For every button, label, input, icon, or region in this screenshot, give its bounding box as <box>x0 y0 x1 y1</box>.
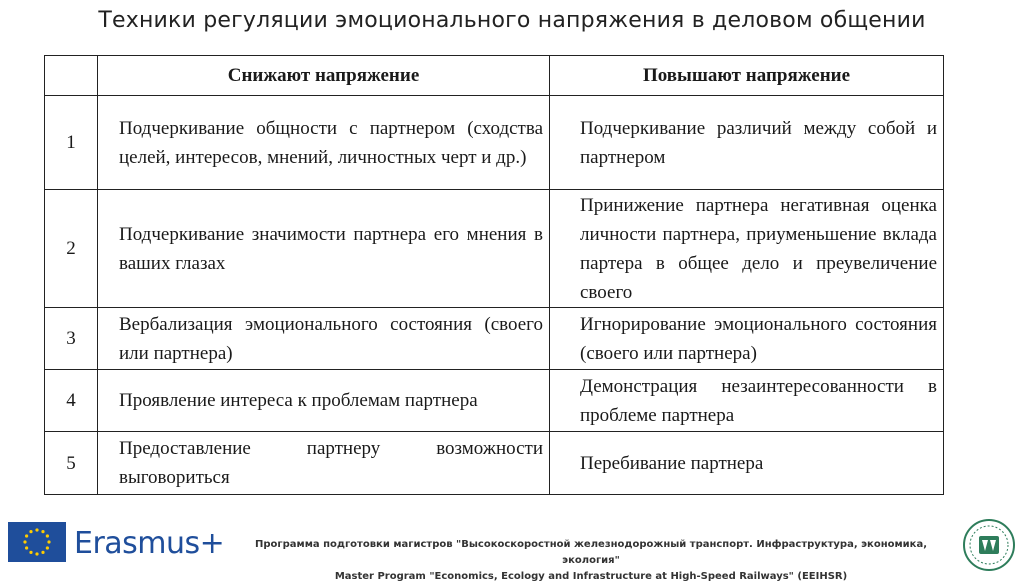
reduce-cell: Проявление интереса к проблемам партнера <box>98 370 550 432</box>
reduce-cell: Вербализация эмоционального состояния (своего или партнера) <box>98 308 550 370</box>
header-increase: Повышают напряжение <box>550 56 944 96</box>
table-row <box>45 370 944 432</box>
eu-star <box>47 540 50 543</box>
increase-cell: Игнорирование эмоционального состояния (своего или партнера) <box>550 308 944 370</box>
slide-title: Техники регуляции эмоционального напряжения в деловом общении <box>98 8 926 33</box>
row-number: 4 <box>45 370 98 432</box>
header-num-cell <box>45 56 98 96</box>
eu-star <box>23 540 26 543</box>
row-number: 3 <box>45 308 98 370</box>
increase-cell: Принижение партнера негативная оценка личности партнера, приуменьшение вклада партера в общее дело и преувеличение своего <box>550 190 944 308</box>
table-row <box>45 96 944 190</box>
eu-star <box>29 551 32 554</box>
reduce-cell: Предоставление партнеру возможности выговориться <box>98 432 550 495</box>
table-row <box>45 308 944 370</box>
reduce-cell: Подчеркивание значимости партнера его мнения в ваших глазах <box>98 190 550 308</box>
university-seal-icon <box>962 518 1016 572</box>
eu-star <box>25 546 28 549</box>
table-row <box>45 432 944 495</box>
eu-star <box>46 546 49 549</box>
header-reduce: Снижают напряжение <box>98 56 550 96</box>
eu-star <box>29 530 32 533</box>
eu-star <box>35 528 38 531</box>
eu-star <box>25 534 28 537</box>
eu-flag-icon <box>8 522 66 562</box>
row-number: 2 <box>45 190 98 308</box>
footer <box>0 512 1024 582</box>
eu-star <box>41 530 44 533</box>
increase-cell: Подчеркивание различий между собой и партнером <box>550 96 944 190</box>
program-line-en: Master Program "Economics, Ecology and Infrastructure at High-Speed Railways" (EEIHSR) <box>334 571 848 582</box>
program-line-ru: Программа подготовки магистров "Высокоскоростной железнодорожный транспорт. Инфраструктура, экономика, экология" <box>255 539 927 566</box>
erasmus-logo: Erasmus+ <box>74 526 225 561</box>
eu-star <box>35 552 38 555</box>
increase-cell: Демонстрация незаинтересованности в проблеме партнера <box>550 370 944 432</box>
reduce-cell: Подчеркивание общности с партнером (сходства целей, интересов, мнений, личностных черт и др.) <box>98 96 550 190</box>
table-row <box>45 190 944 308</box>
table-header-row <box>45 56 944 96</box>
eu-star <box>46 534 49 537</box>
row-number: 5 <box>45 432 98 495</box>
increase-cell: Перебивание партнера <box>550 432 944 495</box>
row-number: 1 <box>45 96 98 190</box>
techniques-table <box>44 55 944 495</box>
program-caption <box>246 537 936 585</box>
eu-star <box>41 551 44 554</box>
